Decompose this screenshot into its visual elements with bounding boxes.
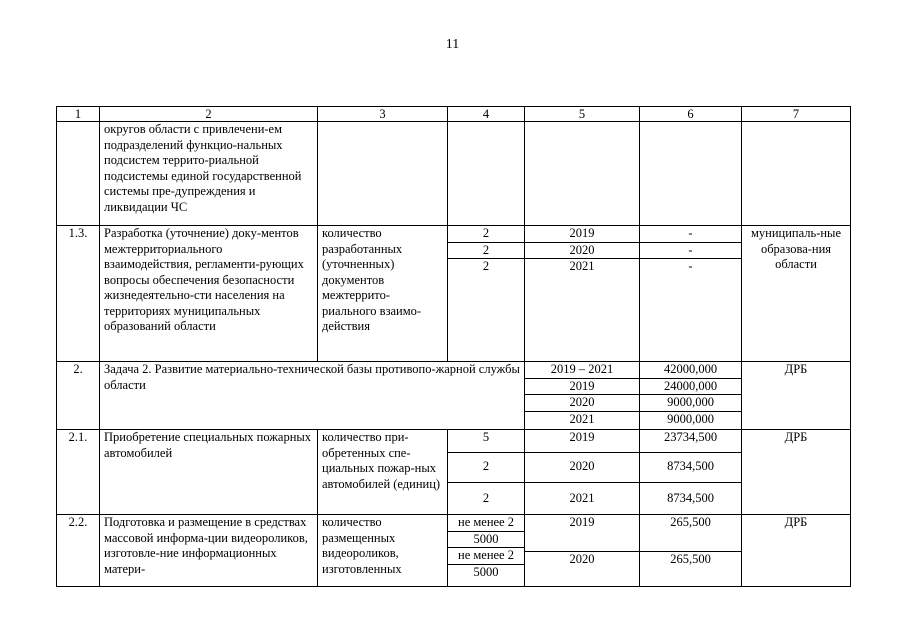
table-row: [57, 515, 851, 587]
year-cell: 2019 – 2021: [525, 362, 639, 378]
page-number: 11: [445, 37, 460, 52]
amount-cell: 9000,000: [667, 411, 714, 426]
table-row: [57, 430, 851, 515]
year-cell: 2019: [525, 378, 639, 395]
row-num: 2.2.: [57, 515, 100, 587]
amount-cell: 265,500: [640, 515, 741, 551]
year-cell: 2021: [569, 259, 595, 273]
years-list: [525, 226, 639, 275]
indicator-value: 2: [448, 226, 524, 242]
indicator-value: 2: [482, 259, 490, 273]
header-col-3: 3: [318, 107, 448, 122]
amounts-list: [640, 515, 741, 567]
amount-cell: 265,500: [670, 551, 711, 566]
amounts-list: [640, 226, 741, 275]
year-cell: 2019: [525, 430, 639, 452]
header-col-4: 4: [448, 107, 525, 122]
amount-cell: -: [640, 242, 741, 259]
year-cell: 2021: [569, 490, 595, 505]
row-executor: ДРБ: [742, 515, 851, 587]
indicator-value: не менее 2: [448, 515, 524, 531]
year-cell: 2021: [569, 411, 595, 426]
row-num: 1.3.: [57, 226, 100, 362]
table-header-row: [57, 107, 851, 122]
year-cell: 2020: [525, 242, 639, 259]
header-col-5: 5: [525, 107, 640, 122]
values-list: [448, 226, 524, 275]
amount-cell: 42000,000: [640, 362, 741, 378]
row-description: округов области с привлечени-ем подразделений функцио-нальных подсистем террито-риальной подсистемы единой государственной системы пре-дупреждения и ликвидации ЧС: [100, 122, 318, 226]
year-cell: 2019: [525, 515, 639, 551]
year-cell: 2019: [525, 226, 639, 242]
row-executor: ДРБ: [742, 430, 851, 515]
header-col-6: 6: [640, 107, 742, 122]
row-num: 2.1.: [57, 430, 100, 515]
row-description: Подготовка и размещение в средствах массовой информа-ции видеороликов, изготовле-ние информационных матери-: [100, 515, 318, 587]
indicator-value: 5000: [473, 564, 499, 579]
amount-cell: 8734,500: [640, 452, 741, 482]
years-list: [525, 515, 639, 567]
amounts-list: [640, 430, 741, 514]
table-row: [57, 362, 851, 430]
indicator-value: 5: [448, 430, 524, 452]
year-cell: 2020: [569, 551, 595, 566]
program-table: [56, 106, 851, 587]
indicator-value: 2: [482, 490, 490, 505]
row-executor: муниципаль-ные образова-ния области: [742, 226, 851, 362]
row-num: 2.: [57, 362, 100, 430]
row-indicator: количество разработанных (уточненных) документов межтеррито-риального взаимо-действия: [318, 226, 448, 362]
indicator-value: не менее 2: [448, 548, 524, 565]
indicator-value: 2: [448, 242, 524, 259]
row-indicator: количество при-обретенных спе-циальных пожар-ных автомобилей (единиц): [318, 430, 448, 515]
row-description: Задача 2. Развитие материально-технической базы противопо-жарной службы области: [100, 362, 525, 430]
year-cell: 2020: [525, 395, 639, 412]
row-executor: ДРБ: [742, 362, 851, 430]
amount-cell: -: [688, 259, 693, 273]
years-list: [525, 362, 639, 427]
amount-cell: 24000,000: [640, 378, 741, 395]
row-description: Разработка (уточнение) доку-ментов межтерриториального взаимодействия, регламенти-рующих вопросы обеспечения безопасности жизнедеятельно-сти населения на территориях муниципальных образований области: [100, 226, 318, 362]
amount-cell: 8734,500: [667, 490, 714, 505]
row-indicator: количество размещенных видеороликов, изготовленных: [318, 515, 448, 587]
year-cell: 2020: [525, 452, 639, 482]
amount-cell: 23734,500: [640, 430, 741, 452]
values-list: [448, 430, 524, 514]
table-row: [57, 226, 851, 362]
header-col-2: 2: [100, 107, 318, 122]
amounts-list: [640, 362, 741, 427]
header-col-7: 7: [742, 107, 851, 122]
years-list: [525, 430, 639, 514]
table-row: [57, 122, 851, 226]
values-list: [448, 515, 524, 580]
header-col-1: 1: [57, 107, 100, 122]
row-description: Приобретение специальных пожарных автомобилей: [100, 430, 318, 515]
amount-cell: 9000,000: [640, 395, 741, 412]
indicator-value: 2: [448, 452, 524, 482]
row-num: [57, 122, 100, 226]
indicator-value: 5000: [448, 531, 524, 548]
amount-cell: -: [640, 226, 741, 242]
